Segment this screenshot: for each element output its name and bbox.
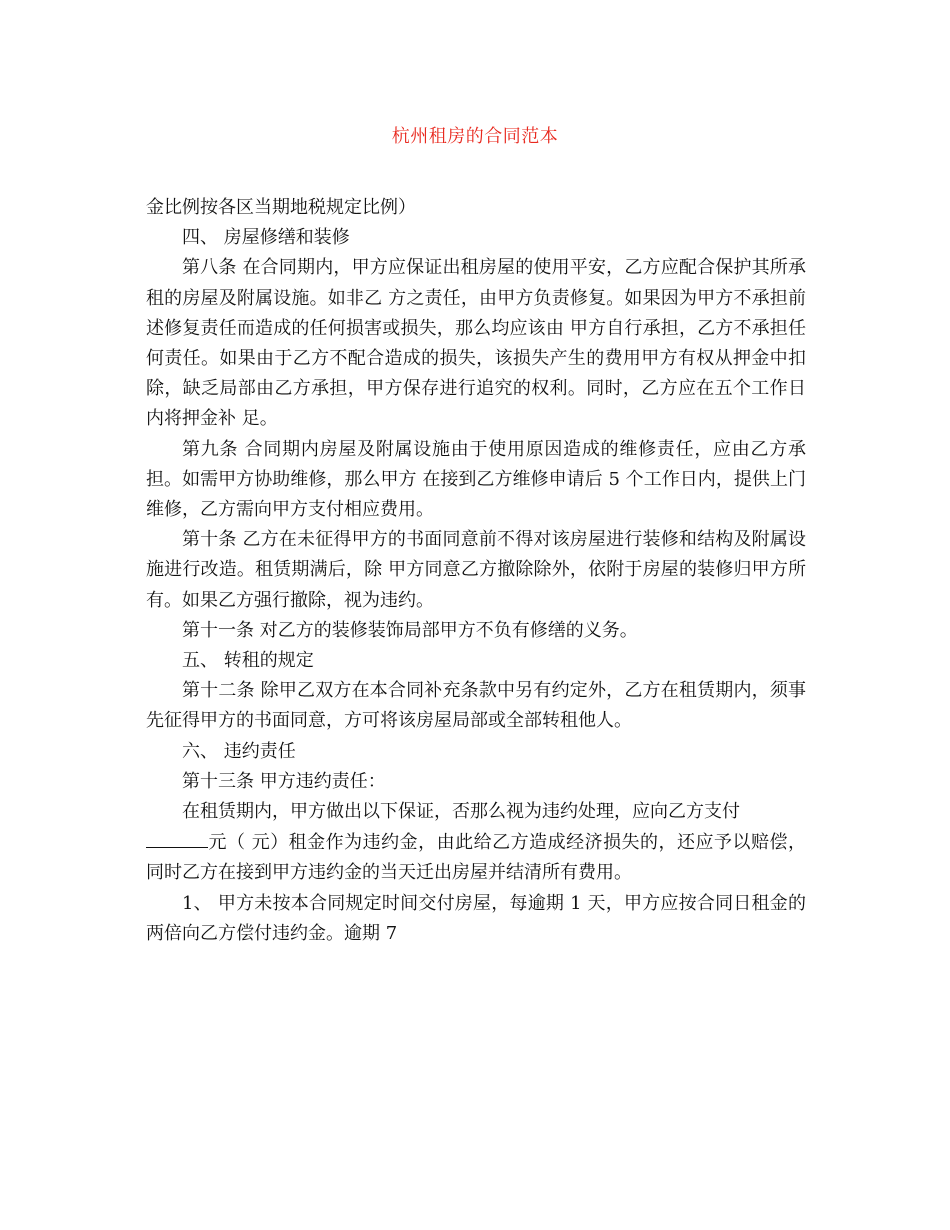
paragraph-continuation: 金比例按各区当期地税规定比例） xyxy=(146,197,416,218)
article-10: 第十条 乙方在未征得甲方的书面同意前不得对该房屋进行装修和结构及附属设施进行改造。租赁期满后，除 甲方同意乙方撤除除外，依附于房屋的装修归甲方所有。如果乙方强行撤除，视为违约。 xyxy=(146,529,806,611)
article-11: 第十一条 对乙方的装修装饰局部甲方不负有修缮的义务。 xyxy=(182,619,638,641)
document-title: 杭州租房的合同范本 xyxy=(391,126,559,147)
section-heading-sublease: 五、 转租的规定 xyxy=(182,650,314,672)
amount-blank-line xyxy=(146,827,208,848)
article-13: 第十三条 甲方违约责任： xyxy=(182,770,386,792)
article-8: 第八条 在合同期内，甲方应保证出租房屋的使用平安，乙方应配合保护其所承租的房屋及附属设施。如非乙 方之责任，由甲方负责修复。如果因为甲方不承担前述修复责任而造成的任何损害或损失，那么均应该由 甲方自行承担，乙方不承担任何责任。如果由于乙方不配合造成的损失，该损失产生的费用甲方有权从押金中扣除，缺乏局部由乙方承担，甲方保存进行追究的权利。同时，乙方应在五个工作日内将押金补 足。 xyxy=(146,257,806,430)
breach-penalty-text: 元（ 元）租金作为违约金，由此给乙方造成经济损失的，还应予以赔偿，同时乙方在接到甲方违约金的当天迁出房屋并结清所有费用。 xyxy=(146,832,806,884)
document-body xyxy=(146,193,806,949)
article-9: 第九条 合同期内房屋及附属设施由于使用原因造成的维修责任，应由乙方承担。如需甲方协助维修，那么甲方 在接到乙方维修申请后 5 个工作日内，提供上门维修，乙方需向甲方支付相应费用。 xyxy=(146,438,806,521)
section-heading-breach: 六、 违约责任 xyxy=(182,740,296,762)
breach-item-1: 1、 甲方未按本合同规定时间交付房屋，每逾期 1 天，甲方应按合同日租金的两倍向乙方偿付违约金。逾期 7 xyxy=(146,892,806,944)
article-12: 第十二条 除甲乙双方在本合同补充条款中另有约定外，乙方在租赁期内，须事先征得甲方的书面同意，方可将该房屋局部或全部转租他人。 xyxy=(146,680,806,732)
breach-penalty-paragraph xyxy=(146,827,806,888)
section-heading-repair: 四、 房屋修缮和装修 xyxy=(182,227,350,249)
breach-guarantee-intro: 在租赁期内，甲方做出以下保证，否那么视为违约处理，应向乙方支付 xyxy=(182,801,740,823)
